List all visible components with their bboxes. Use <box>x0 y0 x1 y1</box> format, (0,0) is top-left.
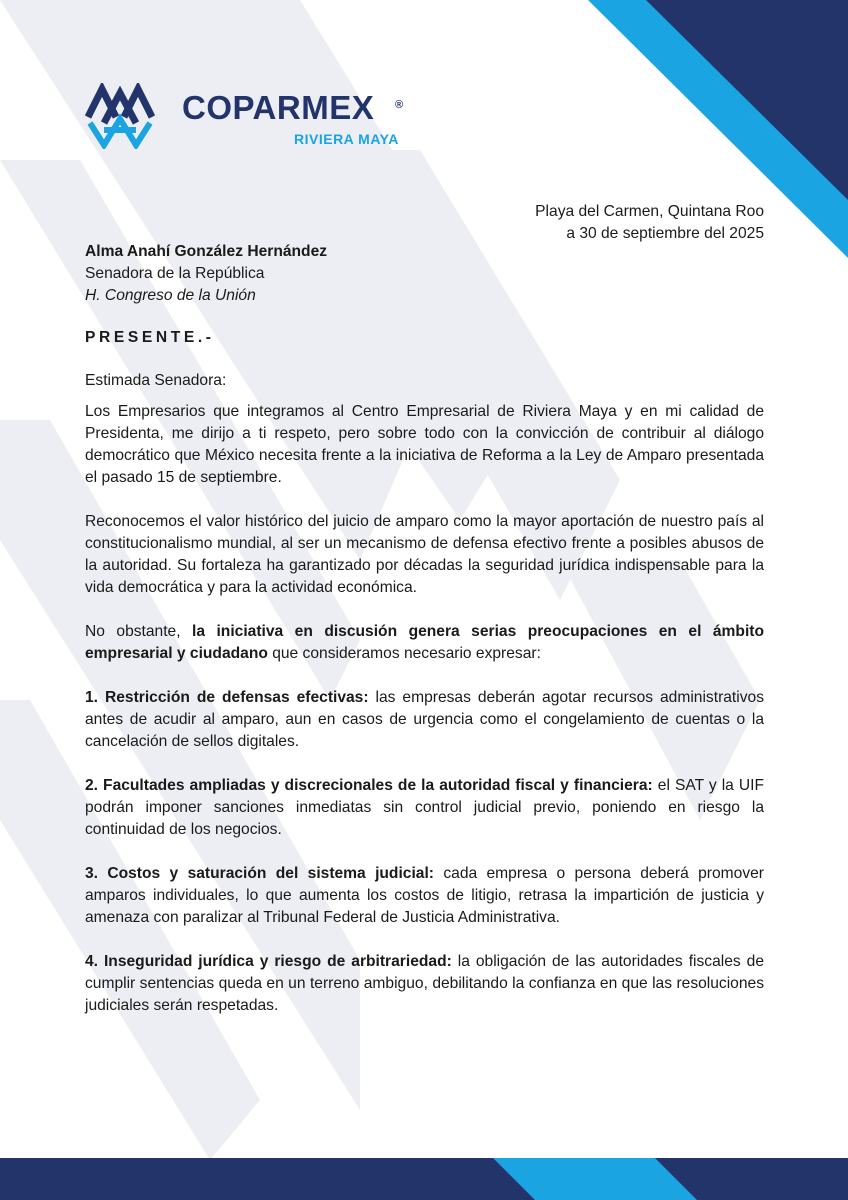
salutation: Estimada Senadora: <box>85 372 227 389</box>
place: Playa del Carmen, Quintana Roo <box>535 203 764 220</box>
point-text: las empresas deberán agotar recursos administrativos antes de acudir al amparo, aun en casos de urgencia como el congelamiento de cuentas o la cancelación de sellos digitales. <box>85 689 764 750</box>
paragraph-amparo-value: Reconocemos el valor histórico del juicio de amparo como la mayor aportación de nuestro país al constitucionalismo mundial, al ser un mecanismo de defensa efectivo frente a posibles abusos de la autoridad. Su fortaleza ha garantizado por décadas la seguridad jurídica indispensable para la vida democrática y para la actividad económica. <box>85 513 764 596</box>
letter-body <box>85 370 764 1039</box>
point-4 <box>85 951 764 1017</box>
recipient-position: Senadora de la República <box>85 265 265 282</box>
place-date-block <box>364 201 764 245</box>
concerns-post: que consideramos necesario expresar: <box>267 645 541 662</box>
point-title: 4. Inseguridad jurídica y riesgo de arbitrariedad: <box>85 953 452 970</box>
coparmex-logo <box>84 82 414 152</box>
presente-heading: PRESENTE.- <box>85 329 215 346</box>
point-3 <box>85 863 764 929</box>
brand-subtitle: RIVIERA MAYA <box>294 131 399 147</box>
coparmex-emblem-icon <box>84 83 156 149</box>
concerns-pre: No obstante, <box>85 623 193 640</box>
point-1 <box>85 687 764 753</box>
paragraph-intro: Los Empresarios que integramos al Centro Empresarial de Riviera Maya y en mi calidad de Presidenta, me dirijo a ti respeto, pero sobre todo con la convicción de contribuir al diálogo democrático que México necesita frente a la iniciativa de Reforma a la Ley de Amparo presentada el pasado 15 de septiembre. <box>85 403 764 486</box>
point-2 <box>85 775 764 841</box>
paragraph-concerns <box>85 621 764 665</box>
point-title: 2. Facultades ampliadas y discrecionales de la autoridad fiscal y financiera: <box>85 777 653 794</box>
registered-mark: ® <box>395 99 404 111</box>
point-title: 1. Restricción de defensas efectivas: <box>85 689 369 706</box>
recipient-name: Alma Anahí González Hernández <box>85 243 328 260</box>
concerns-bold: la iniciativa en discusión genera serias preocupaciones en el ámbito empresarial y ciudadano <box>85 623 764 662</box>
brand-name: COPARMEX <box>182 89 375 126</box>
date: a 30 de septiembre del 2025 <box>566 225 764 242</box>
point-text: el SAT y la UIF podrán imponer sanciones inmediatas sin control judicial previo, poniendo en riesgo la continuidad de los negocios. <box>85 777 764 838</box>
recipient-block <box>85 241 585 307</box>
point-title: 3. Costos y saturación del sistema judicial: <box>85 865 434 882</box>
point-text: cada empresa o persona deberá promover amparos individuales, lo que aumenta los costos de litigio, retrasa la impartición de justicia y amenaza con paralizar al Tribunal Federal de Justicia Administrativa. <box>85 865 764 926</box>
recipient-institution: H. Congreso de la Unión <box>85 287 256 304</box>
point-text: la obligación de las autoridades fiscales de cumplir sentencias queda en un terreno ambiguo, debilitando la confianza en que las resoluciones judiciales serán respetadas. <box>85 953 764 1014</box>
